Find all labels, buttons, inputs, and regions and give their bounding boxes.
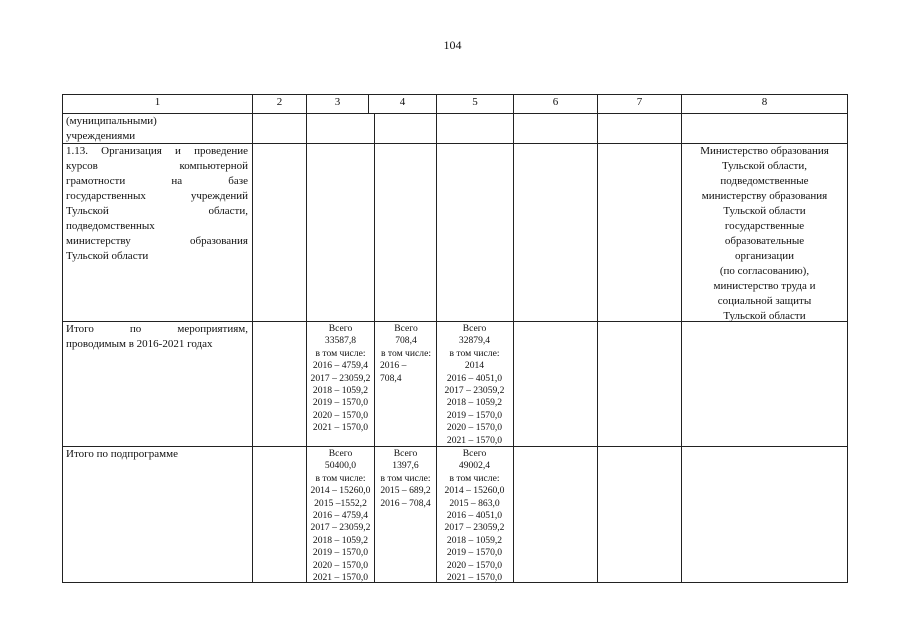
page-number: 104 <box>443 38 462 52</box>
text-line: 33587,8 <box>324 335 357 347</box>
text-line: 2014 <box>464 360 485 372</box>
text-line: 2016 – 4759,4 <box>312 510 369 522</box>
text-line: 708,4 <box>380 372 402 384</box>
text-line: 2016 – 4759,4 <box>312 360 369 372</box>
text-line: Тульской области <box>723 205 806 217</box>
text-line: в том числе: <box>380 472 431 484</box>
text-line: в том числе: <box>449 347 500 359</box>
text-line: подведомственных <box>66 220 155 232</box>
text-line: 2014 – 15260,0 <box>444 485 505 497</box>
header-col-4: 4 <box>399 96 406 108</box>
table-left-border <box>62 94 63 583</box>
text-line: грамотности на базе <box>66 175 248 187</box>
text-line: 2019 – 1570,0 <box>312 397 369 409</box>
text-line: Тульской области <box>723 310 806 322</box>
text-line: в том числе: <box>380 347 431 359</box>
text-line: 2021 – 1570,0 <box>312 422 369 434</box>
text-line: 2017 – 23059,2 <box>310 372 371 384</box>
text-line: Тульской области, <box>721 160 808 172</box>
text-line: 2015 – 863,0 <box>449 497 500 509</box>
text-line: 2016 – 4051,0 <box>446 372 503 384</box>
text-line: подведомственные <box>720 175 809 187</box>
total-activities-2016-2021-label <box>66 322 248 352</box>
text-line: Всего <box>328 448 353 459</box>
text-line: Всего <box>328 323 353 334</box>
total-activities-col5 <box>436 323 513 447</box>
text-line: Тульской области, <box>66 205 248 217</box>
total-subprogram-col3 <box>306 448 375 584</box>
text-line: Итого по подпрограмме <box>66 448 178 460</box>
total-activities-col3 <box>306 323 375 435</box>
text-line: (по согласованию), <box>719 265 810 277</box>
text-line: 2020 – 1570,0 <box>312 409 369 421</box>
text-line: 49002,4 <box>458 460 491 472</box>
text-line: 2014 – 15260,0 <box>310 485 371 497</box>
total-subprogram-col4 <box>375 448 436 510</box>
text-line: 2020 – 1570,0 <box>446 422 503 434</box>
total-activities-col4 <box>376 323 436 385</box>
text-line: 2019 – 1570,0 <box>312 547 369 559</box>
text-line: министерство труда и <box>713 280 816 292</box>
text-line: в том числе: <box>315 472 366 484</box>
text-line: 2021 – 1570,0 <box>446 434 503 446</box>
text-line: 2017 – 23059,2 <box>444 385 505 397</box>
row0-col1 <box>66 114 250 144</box>
column-divider <box>597 94 598 583</box>
header-col-2: 2 <box>276 96 283 108</box>
text-line: 2015 –1552,2 <box>314 497 367 509</box>
text-line: в том числе: <box>315 347 366 359</box>
header-col-8: 8 <box>761 96 768 108</box>
total-subprogram-col5 <box>436 448 513 584</box>
text-line: 2018 – 1059,2 <box>312 534 369 546</box>
text-line: 2019 – 1570,0 <box>446 409 503 421</box>
text-line: Итого по мероприятиям, <box>66 323 248 335</box>
header-col-5: 5 <box>472 96 478 108</box>
text-line: социальной защиты <box>717 295 812 307</box>
text-line: 2021 – 1570,0 <box>446 572 503 584</box>
text-line: 50400,0 <box>324 460 357 472</box>
text-line: 2015 – 689,2 <box>380 485 431 497</box>
text-line: 2020 – 1570,0 <box>312 559 369 571</box>
header-col-3: 3 <box>334 96 341 108</box>
total-subprogram-label <box>66 447 248 462</box>
text-line: 2016 – <box>380 360 407 372</box>
text-line: Всего <box>462 323 487 334</box>
text-line: государственные <box>724 220 805 232</box>
header-col-7: 7 <box>636 96 643 108</box>
table-right-border <box>847 94 848 583</box>
text-line: 1.13. Организация и проведение <box>66 145 248 157</box>
text-line: проводимым в 2016-2021 годах <box>66 338 213 350</box>
text-line: 2019 – 1570,0 <box>446 547 503 559</box>
text-line: государственных учреждений <box>66 190 248 202</box>
text-line: образовательные <box>724 235 805 247</box>
text-line: Всего <box>462 448 487 459</box>
text-line: 2016 – 4051,0 <box>446 510 503 522</box>
text-line: в том числе: <box>449 472 500 484</box>
text-line: министерству образования <box>701 190 828 202</box>
text-line: курсов компьютерной <box>66 160 248 172</box>
text-line: Тульской области <box>66 250 149 262</box>
text-line: учреждениями <box>66 130 136 142</box>
text-line: 2020 – 1570,0 <box>446 559 503 571</box>
text-line: 2017 – 23059,2 <box>310 522 371 534</box>
text-line: (муниципальными) <box>66 115 157 127</box>
text-line: 2018 – 1059,2 <box>312 385 369 397</box>
text-line: Всего <box>393 448 418 459</box>
text-line: 2021 – 1570,0 <box>312 572 369 584</box>
text-line: 2016 – 708,4 <box>380 497 431 509</box>
text-line: министерству образования <box>66 235 248 247</box>
text-line: 2018 – 1059,2 <box>446 397 503 409</box>
header-col-1: 1 <box>154 96 161 108</box>
text-line: 708,4 <box>395 335 417 347</box>
header-col-6: 6 <box>552 96 559 108</box>
text-line: 2017 – 23059,2 <box>444 522 505 534</box>
activity-1-13-description <box>66 144 248 264</box>
column-divider <box>252 94 253 583</box>
text-line: Всего <box>394 323 418 334</box>
text-line: 2018 – 1059,2 <box>446 534 503 546</box>
text-line: Министерство образования <box>700 145 829 157</box>
text-line: организации <box>734 250 795 262</box>
column-divider <box>513 94 514 583</box>
text-line: 1397,6 <box>392 460 419 472</box>
activity-1-13-executors <box>682 144 847 324</box>
text-line: 32879,4 <box>458 335 491 347</box>
